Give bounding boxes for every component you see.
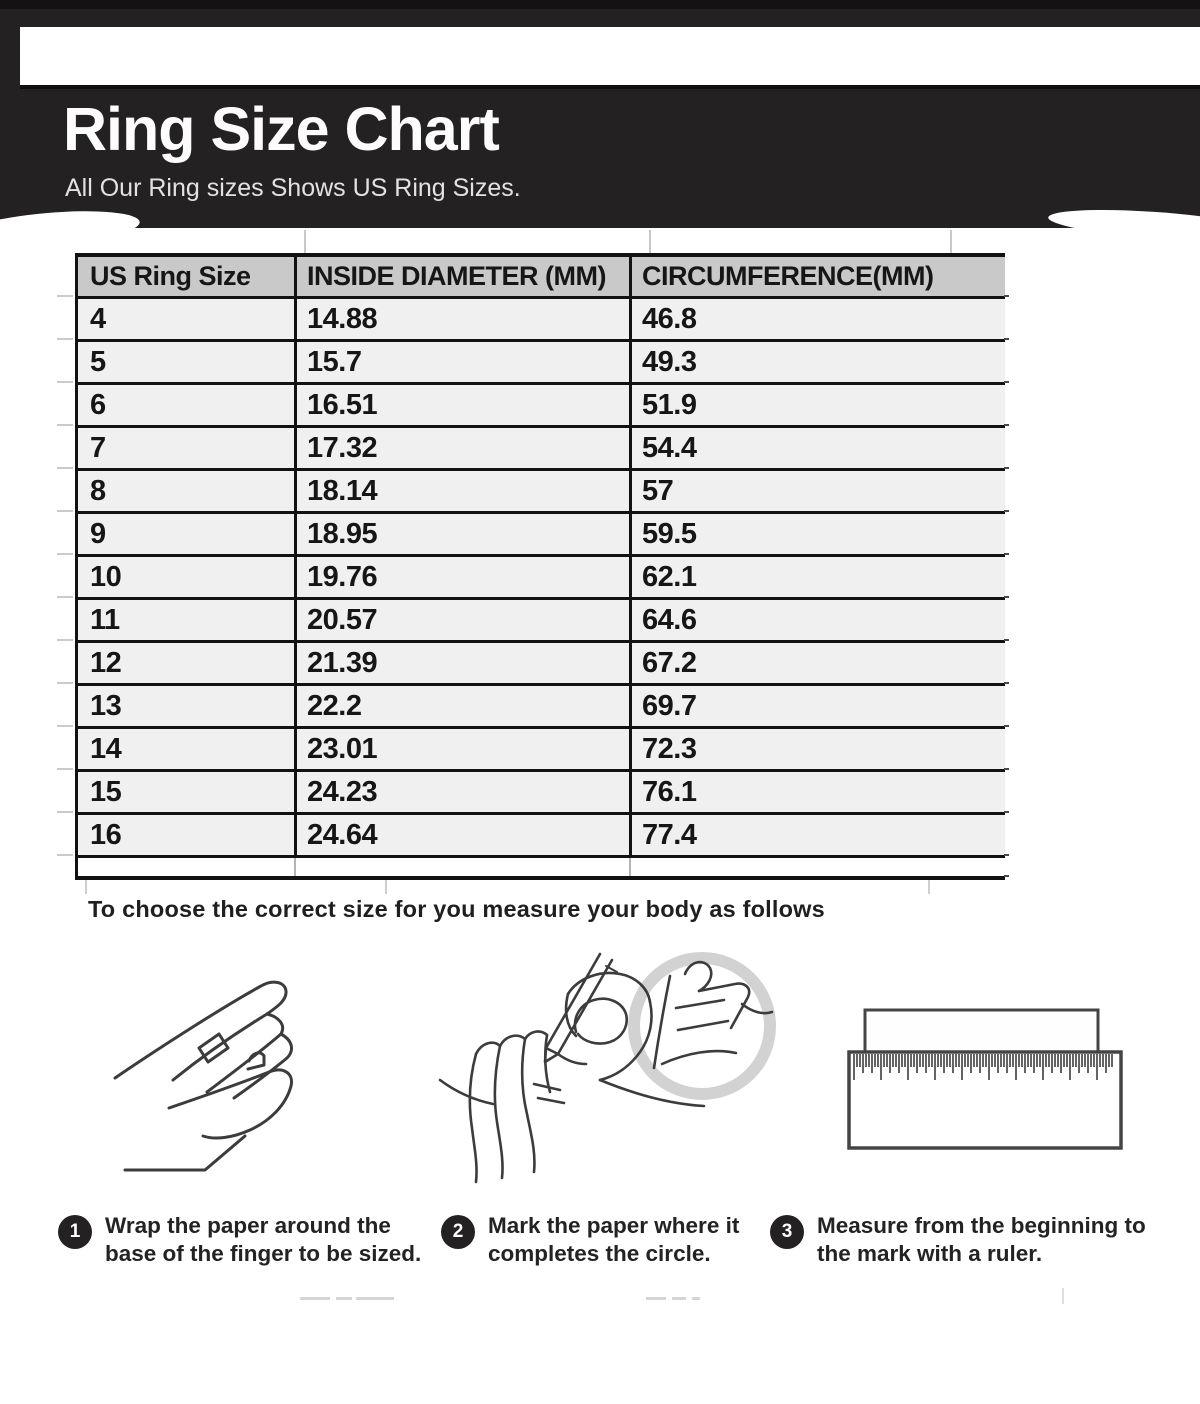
step-1 xyxy=(58,1212,437,1268)
scan-mark xyxy=(1004,768,1009,770)
scan-mark xyxy=(1004,381,1009,383)
page-subtitle: All Our Ring sizes Shows US Ring Sizes. xyxy=(65,174,521,202)
table-cell: 72.3 xyxy=(629,729,1005,769)
table-cell: 14 xyxy=(90,732,122,765)
scan-mark xyxy=(304,230,306,253)
scan-mark xyxy=(57,295,73,297)
scan-mark xyxy=(57,854,73,856)
page-title: Ring Size Chart xyxy=(63,95,499,163)
table-cell: 15.7 xyxy=(294,342,629,382)
step-1-badge: 1 xyxy=(58,1215,92,1249)
scan-mark xyxy=(85,880,87,894)
step-3-text: Measure from the beginning to the mark with a ruler. xyxy=(817,1213,1146,1267)
scan-mark xyxy=(1004,553,1009,555)
table-cell: 10 xyxy=(90,560,122,593)
table-cell: 5 xyxy=(90,345,106,378)
table-cell: 76.1 xyxy=(629,772,1005,812)
scan-mark xyxy=(692,1297,700,1300)
table-cell: 16.51 xyxy=(294,385,629,425)
table-row xyxy=(78,812,1005,855)
scan-mark xyxy=(928,880,930,894)
table-cell: 62.1 xyxy=(629,557,1005,597)
step-2-text: Mark the paper where it completes the circle. xyxy=(488,1213,740,1267)
table-header-row xyxy=(78,257,1005,296)
scan-mark xyxy=(57,725,73,727)
table-row xyxy=(78,683,1005,726)
table-header-inside-diameter: INSIDE DIAMETER (MM) xyxy=(294,257,629,296)
table-cell: 67.2 xyxy=(629,643,1005,683)
scan-mark xyxy=(1062,1288,1064,1304)
table-row xyxy=(78,726,1005,769)
table-cell: 20.57 xyxy=(294,600,629,640)
paper-strip xyxy=(865,1010,1098,1054)
table-cell: 24.64 xyxy=(294,815,629,855)
table-cell: 9 xyxy=(90,517,106,550)
scan-mark xyxy=(1004,467,1009,469)
table-row xyxy=(78,640,1005,683)
sized-finger-hand xyxy=(440,1032,564,1182)
table-row xyxy=(78,296,1005,339)
table-row xyxy=(78,468,1005,511)
table-cell: 4 xyxy=(90,302,106,335)
table-row xyxy=(78,511,1005,554)
scan-mark xyxy=(1004,510,1009,512)
table-row xyxy=(78,769,1005,812)
table-row xyxy=(78,597,1005,640)
table-cell: 7 xyxy=(90,431,106,464)
table-cell: 18.95 xyxy=(294,514,629,554)
scan-mark xyxy=(1004,596,1009,598)
table-cell: 69.7 xyxy=(629,686,1005,726)
scan-mark xyxy=(1004,639,1009,641)
table-cell: 8 xyxy=(90,474,106,507)
step-2 xyxy=(441,1212,760,1268)
scan-mark xyxy=(300,1297,330,1300)
table-cell: 15 xyxy=(90,775,122,808)
table-cell: 12 xyxy=(90,646,122,679)
table-cell: 24.23 xyxy=(294,772,629,812)
table-cell: 21.39 xyxy=(294,643,629,683)
scan-mark xyxy=(356,1297,394,1300)
step-2-badge: 2 xyxy=(441,1215,475,1249)
marking-paper-with-pencil-illustration xyxy=(438,936,810,1204)
scan-mark xyxy=(57,639,73,641)
scan-mark xyxy=(57,338,73,340)
scan-mark xyxy=(57,424,73,426)
scan-mark xyxy=(336,1297,352,1300)
table-empty-row xyxy=(78,855,1005,876)
ruler-measuring-paper-illustration xyxy=(845,1002,1130,1154)
table-cell: 49.3 xyxy=(629,342,1005,382)
scan-mark xyxy=(1004,295,1009,297)
measure-instructions-heading: To choose the correct size for you measure your body as follows xyxy=(88,896,825,922)
step-3 xyxy=(770,1212,1169,1268)
table-row xyxy=(78,554,1005,597)
table-row xyxy=(78,382,1005,425)
ruler-illustration-svg xyxy=(845,1002,1130,1154)
banner-white-strip xyxy=(20,27,1200,89)
scan-mark xyxy=(1004,811,1009,813)
table-cell: 18.14 xyxy=(294,471,629,511)
table-cell: 77.4 xyxy=(629,815,1005,855)
table-cell: 17.32 xyxy=(294,428,629,468)
ring-size-table xyxy=(75,253,1005,880)
scan-mark xyxy=(1004,854,1009,856)
scan-mark xyxy=(1004,682,1009,684)
step-3-badge: 3 xyxy=(770,1215,804,1249)
step-1-text: Wrap the paper around the base of the finger to be sized. xyxy=(105,1213,422,1267)
table-cell: 14.88 xyxy=(294,299,629,339)
table-header-us-ring-size: US Ring Size xyxy=(90,261,251,291)
scan-mark xyxy=(649,230,651,253)
hand-illustration-svg xyxy=(103,956,375,1198)
scan-mark xyxy=(57,381,73,383)
scan-mark xyxy=(646,1297,666,1300)
table-cell: 23.01 xyxy=(294,729,629,769)
table-cell: 57 xyxy=(629,471,1005,511)
table-body xyxy=(78,296,1005,855)
table-cell: 46.8 xyxy=(629,299,1005,339)
table-cell: 64.6 xyxy=(629,600,1005,640)
table-cell: 59.5 xyxy=(629,514,1005,554)
scan-mark xyxy=(57,768,73,770)
scan-mark xyxy=(57,467,73,469)
scan-mark xyxy=(950,230,952,253)
banner-top-line xyxy=(0,0,1200,9)
scan-mark xyxy=(1004,424,1009,426)
scan-mark xyxy=(57,596,73,598)
table-cell: 22.2 xyxy=(294,686,629,726)
scan-mark xyxy=(57,682,73,684)
table-cell: 19.76 xyxy=(294,557,629,597)
hand-with-paper-strip-illustration xyxy=(103,956,375,1198)
table-row xyxy=(78,339,1005,382)
table-header-circumference: CIRCUMFERENCE(MM) xyxy=(629,257,1005,296)
table-cell: 54.4 xyxy=(629,428,1005,468)
scan-mark xyxy=(57,811,73,813)
table-row xyxy=(78,425,1005,468)
scan-mark xyxy=(57,510,73,512)
table-cell: 6 xyxy=(90,388,106,421)
scan-mark xyxy=(672,1297,686,1300)
scan-mark xyxy=(1004,875,1009,877)
scan-mark xyxy=(1004,338,1009,340)
table-cell: 13 xyxy=(90,689,122,722)
table-cell: 11 xyxy=(90,603,120,636)
scan-mark xyxy=(57,553,73,555)
pencil-illustration-svg xyxy=(438,936,810,1204)
scan-mark xyxy=(1004,725,1009,727)
table-cell: 51.9 xyxy=(629,385,1005,425)
scan-mark xyxy=(385,880,387,894)
table-cell: 16 xyxy=(90,818,122,851)
